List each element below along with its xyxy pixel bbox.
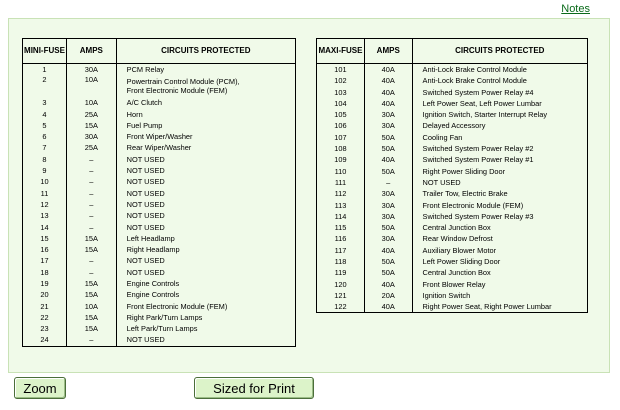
fuse-amps: 40A bbox=[364, 279, 412, 290]
fuse-amps: 40A bbox=[364, 64, 412, 76]
table-row bbox=[23, 233, 296, 244]
fuse-number: 11 bbox=[23, 188, 67, 199]
fuse-amps: – bbox=[66, 210, 116, 221]
table-row bbox=[317, 166, 588, 177]
fuse-number: 116 bbox=[317, 233, 365, 244]
fuse-number: 6 bbox=[23, 131, 67, 142]
fuse-number: 101 bbox=[317, 64, 365, 76]
circuit-protected: Right Park/Turn Lamps bbox=[126, 312, 203, 322]
table-row bbox=[317, 177, 588, 188]
circuit-protected: Delayed Accessory bbox=[422, 121, 486, 131]
circuit-protected: Engine Controls bbox=[126, 278, 180, 288]
table-row bbox=[23, 142, 296, 153]
circuit-protected: Anti-Lock Brake Control Module bbox=[422, 64, 527, 74]
table-row bbox=[317, 211, 588, 222]
fuse-amps: 10A bbox=[66, 97, 116, 108]
fuse-amps: 40A bbox=[364, 245, 412, 256]
circuit-protected: Front Electronic Module (FEM) bbox=[422, 200, 524, 210]
table-row bbox=[23, 301, 296, 312]
circuit-protected: Left Power Sliding Door bbox=[422, 256, 501, 266]
fuse-number: 16 bbox=[23, 244, 67, 255]
fuse-number: 104 bbox=[317, 98, 365, 109]
fuse-number: 5 bbox=[23, 120, 67, 131]
fuse-amps: 50A bbox=[364, 132, 412, 143]
circuit-protected: Cooling Fan bbox=[422, 132, 463, 142]
table-row bbox=[23, 323, 296, 334]
circuit-protected: NOT USED bbox=[126, 267, 165, 277]
fuse-number: 109 bbox=[317, 154, 365, 165]
table-row bbox=[23, 176, 296, 187]
fuse-number: 117 bbox=[317, 245, 365, 256]
fuse-number: 8 bbox=[23, 154, 67, 165]
mini-fuse-rows bbox=[23, 64, 296, 347]
circuit-protected: Rear Window Defrost bbox=[422, 234, 493, 244]
zoom-button[interactable]: Zoom bbox=[14, 377, 66, 399]
fuse-number: 20 bbox=[23, 289, 67, 300]
fuse-amps: 50A bbox=[364, 256, 412, 267]
table-row bbox=[23, 267, 296, 278]
table-row bbox=[317, 290, 588, 301]
header-circuits-protected: CIRCUITS PROTECTED bbox=[412, 39, 587, 64]
table-header-row bbox=[317, 39, 588, 64]
fuse-number: 10 bbox=[23, 176, 67, 187]
circuit-protected: Rear Wiper/Washer bbox=[126, 143, 192, 153]
fuse-amps: – bbox=[66, 255, 116, 266]
table-row bbox=[317, 132, 588, 143]
table-row bbox=[23, 210, 296, 221]
fuse-number: 13 bbox=[23, 210, 67, 221]
header-amps: AMPS bbox=[66, 39, 116, 64]
circuit-protected: Front Blower Relay bbox=[422, 279, 486, 289]
table-row bbox=[23, 289, 296, 300]
fuse-number: 111 bbox=[317, 177, 365, 188]
fuse-amps: 30A bbox=[364, 233, 412, 244]
fuse-number: 102 bbox=[317, 75, 365, 86]
table-row bbox=[317, 120, 588, 131]
circuit-protected: Ignition Switch bbox=[422, 290, 471, 300]
fuse-amps: 30A bbox=[66, 131, 116, 142]
fuse-amps: 40A bbox=[364, 301, 412, 313]
table-row bbox=[317, 109, 588, 120]
header-mini-fuse: MINI-FUSE bbox=[23, 39, 67, 64]
fuse-amps: 30A bbox=[364, 200, 412, 211]
table-row bbox=[317, 301, 588, 313]
table-row bbox=[23, 64, 296, 76]
fuse-amps: 25A bbox=[66, 142, 116, 153]
table-row bbox=[23, 188, 296, 199]
fuse-number: 21 bbox=[23, 301, 67, 312]
fuse-amps: 10A bbox=[66, 75, 116, 97]
fuse-amps: 15A bbox=[66, 289, 116, 300]
fuse-number: 24 bbox=[23, 335, 67, 347]
circuit-protected: Front Wiper/Washer bbox=[126, 132, 193, 142]
fuse-number: 118 bbox=[317, 256, 365, 267]
circuit-protected: Engine Controls bbox=[126, 290, 180, 300]
table-row bbox=[317, 233, 588, 244]
maxi-fuse-rows bbox=[317, 64, 588, 313]
circuit-protected: NOT USED bbox=[126, 335, 165, 345]
circuit-protected: Right Power Sliding Door bbox=[422, 166, 506, 176]
circuit-protected: Central Junction Box bbox=[422, 268, 491, 278]
table-row bbox=[23, 278, 296, 289]
circuit-protected: Right Power Seat, Right Power Lumbar bbox=[422, 302, 552, 312]
fuse-number: 7 bbox=[23, 142, 67, 153]
fuse-amps: – bbox=[66, 154, 116, 165]
fuse-amps: – bbox=[66, 176, 116, 187]
sized-for-print-button[interactable]: Sized for Print bbox=[194, 377, 314, 399]
circuit-protected: Right Headlamp bbox=[126, 245, 180, 255]
fuse-amps: 15A bbox=[66, 244, 116, 255]
fuse-number: 114 bbox=[317, 211, 365, 222]
fuse-number: 103 bbox=[317, 87, 365, 98]
fuse-amps: 25A bbox=[66, 109, 116, 120]
fuse-amps: 50A bbox=[364, 166, 412, 177]
fuse-number: 23 bbox=[23, 323, 67, 334]
fuse-number: 15 bbox=[23, 233, 67, 244]
table-row bbox=[23, 244, 296, 255]
fuse-number: 108 bbox=[317, 143, 365, 154]
circuit-protected: NOT USED bbox=[126, 211, 165, 221]
circuit-protected: Auxiliary Blower Motor bbox=[422, 245, 497, 255]
fuse-amps: – bbox=[66, 165, 116, 176]
table-row bbox=[23, 154, 296, 165]
table-row bbox=[23, 131, 296, 142]
fuse-amps: 15A bbox=[66, 120, 116, 131]
fuse-number: 22 bbox=[23, 312, 67, 323]
fuse-number: 19 bbox=[23, 278, 67, 289]
fuse-number: 121 bbox=[317, 290, 365, 301]
circuit-protected: NOT USED bbox=[126, 222, 165, 232]
fuse-amps: 10A bbox=[66, 301, 116, 312]
fuse-number: 1 bbox=[23, 64, 67, 76]
fuse-number: 2 bbox=[23, 75, 67, 97]
table-row bbox=[317, 87, 588, 98]
table-row bbox=[317, 154, 588, 165]
circuit-protected: PCM Relay bbox=[126, 64, 165, 74]
fuse-amps: 50A bbox=[364, 267, 412, 278]
circuit-protected: Trailer Tow, Electric Brake bbox=[422, 189, 508, 199]
circuit-protected: Anti-Lock Brake Control Module bbox=[422, 76, 527, 86]
circuit-protected: Switched System Power Relay #4 bbox=[422, 87, 534, 97]
circuit-protected: Left Headlamp bbox=[126, 233, 175, 243]
circuit-protected: Front Electronic Module (FEM) bbox=[126, 301, 228, 311]
header-circuits-protected: CIRCUITS PROTECTED bbox=[116, 39, 295, 64]
table-row bbox=[23, 199, 296, 210]
fuse-number: 9 bbox=[23, 165, 67, 176]
fuse-amps: 40A bbox=[364, 98, 412, 109]
table-row bbox=[23, 255, 296, 266]
table-row bbox=[317, 98, 588, 109]
fuse-number: 122 bbox=[317, 301, 365, 313]
table-header-row bbox=[23, 39, 296, 64]
fuse-number: 119 bbox=[317, 267, 365, 278]
circuit-protected: NOT USED bbox=[126, 188, 165, 198]
fuse-amps: – bbox=[66, 267, 116, 278]
fuse-number: 107 bbox=[317, 132, 365, 143]
header-maxi-fuse: MAXI-FUSE bbox=[317, 39, 365, 64]
table-row bbox=[317, 256, 588, 267]
circuit-protected: NOT USED bbox=[126, 256, 165, 266]
fuse-amps: 30A bbox=[364, 109, 412, 120]
circuit-protected: Switched System Power Relay #3 bbox=[422, 211, 534, 221]
table-row bbox=[317, 188, 588, 199]
circuit-protected: Left Park/Turn Lamps bbox=[126, 324, 198, 334]
fuse-amps: 30A bbox=[364, 211, 412, 222]
table-row bbox=[317, 245, 588, 256]
circuit-protected: Ignition Switch, Starter Interrupt Relay bbox=[422, 110, 548, 120]
fuse-amps: 15A bbox=[66, 312, 116, 323]
fuse-amps: – bbox=[66, 222, 116, 233]
mini-fuse-table bbox=[22, 38, 296, 347]
circuit-protected: NOT USED bbox=[126, 166, 165, 176]
fuse-number: 18 bbox=[23, 267, 67, 278]
circuit-protected: NOT USED bbox=[126, 199, 165, 209]
fuse-number: 110 bbox=[317, 166, 365, 177]
table-row bbox=[317, 64, 588, 76]
fuse-amps: 40A bbox=[364, 75, 412, 86]
fuse-amps: 40A bbox=[364, 154, 412, 165]
table-row bbox=[23, 109, 296, 120]
circuit-protected: Central Junction Box bbox=[422, 223, 491, 233]
table-row bbox=[317, 222, 588, 233]
fuse-amps: – bbox=[66, 188, 116, 199]
circuit-protected: Horn bbox=[126, 109, 143, 119]
fuse-amps: 15A bbox=[66, 323, 116, 334]
fuse-number: 120 bbox=[317, 279, 365, 290]
fuse-amps: 20A bbox=[364, 290, 412, 301]
fuse-amps: 40A bbox=[364, 87, 412, 98]
circuit-protected: NOT USED bbox=[126, 177, 165, 187]
fuse-number: 113 bbox=[317, 200, 365, 211]
fuse-amps: 30A bbox=[364, 188, 412, 199]
fuse-number: 14 bbox=[23, 222, 67, 233]
circuit-protected: Left Power Seat, Left Power Lumbar bbox=[422, 98, 542, 108]
circuit-protected: Powertrain Control Module (PCM), Front Electronic Module (FEM) bbox=[126, 77, 240, 96]
fuse-number: 105 bbox=[317, 109, 365, 120]
fuse-amps: 50A bbox=[364, 143, 412, 154]
circuit-protected: NOT USED bbox=[422, 177, 461, 187]
table-row bbox=[23, 335, 296, 347]
table-row bbox=[317, 279, 588, 290]
fuse-amps: – bbox=[66, 335, 116, 347]
circuit-protected: A/C Clutch bbox=[126, 98, 162, 108]
fuse-number: 3 bbox=[23, 97, 67, 108]
circuit-protected: Switched System Power Relay #1 bbox=[422, 155, 534, 165]
fuse-amps: 30A bbox=[66, 64, 116, 76]
table-row bbox=[23, 312, 296, 323]
fuse-amps: – bbox=[66, 199, 116, 210]
fuse-amps: – bbox=[364, 177, 412, 188]
maxi-fuse-table bbox=[316, 38, 588, 313]
notes-link[interactable]: Notes bbox=[561, 3, 590, 15]
fuse-number: 17 bbox=[23, 255, 67, 266]
fuse-number: 106 bbox=[317, 120, 365, 131]
table-row bbox=[23, 75, 296, 97]
table-row bbox=[317, 267, 588, 278]
table-row bbox=[23, 165, 296, 176]
fuse-number: 115 bbox=[317, 222, 365, 233]
table-row bbox=[317, 143, 588, 154]
table-row bbox=[23, 222, 296, 233]
table-row bbox=[23, 120, 296, 131]
fuse-number: 112 bbox=[317, 188, 365, 199]
circuit-protected: Switched System Power Relay #2 bbox=[422, 144, 534, 154]
fuse-number: 4 bbox=[23, 109, 67, 120]
circuit-protected: NOT USED bbox=[126, 154, 165, 164]
fuse-amps: 15A bbox=[66, 233, 116, 244]
fuse-amps: 15A bbox=[66, 278, 116, 289]
fuse-amps: 30A bbox=[364, 120, 412, 131]
fuse-number: 12 bbox=[23, 199, 67, 210]
table-row bbox=[23, 97, 296, 108]
fuse-amps: 50A bbox=[364, 222, 412, 233]
table-row bbox=[317, 75, 588, 86]
header-amps: AMPS bbox=[364, 39, 412, 64]
table-row bbox=[317, 200, 588, 211]
circuit-protected: Fuel Pump bbox=[126, 120, 163, 130]
